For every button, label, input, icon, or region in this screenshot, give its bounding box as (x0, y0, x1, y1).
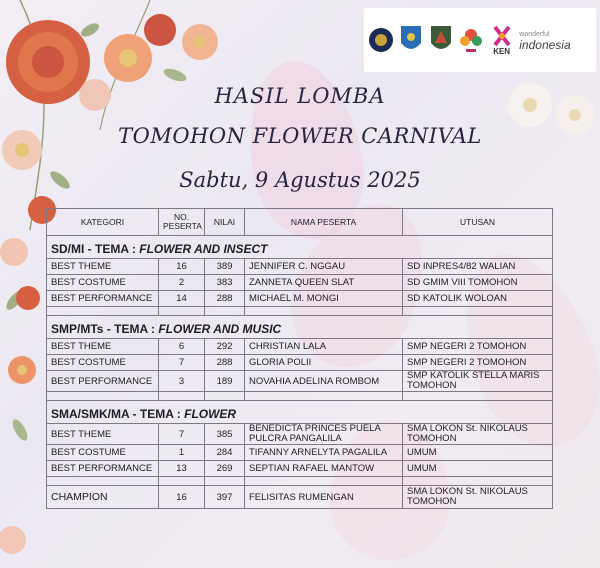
header-nilai: NILAI (205, 209, 245, 236)
cell-nama: SEPTIAN RAFAEL MANTOW (245, 461, 403, 477)
cell-utusan: SMA LOKON St. NIKOLAUS TOMOHON (403, 486, 553, 509)
cell-kategori: BEST THEME (47, 259, 159, 275)
cell-no: 2 (159, 275, 205, 291)
cell-nilai: 288 (205, 355, 245, 371)
table-row (47, 445, 553, 461)
cell-no: 7 (159, 355, 205, 371)
cell-kategori: BEST COSTUME (47, 275, 159, 291)
table-row (47, 424, 553, 445)
cell-kategori: BEST THEME (47, 424, 159, 445)
title-date: Sabtu, 9 Agustus 2025 (179, 168, 421, 192)
cell-kategori: BEST PERFORMANCE (47, 371, 159, 392)
cell-utusan: UMUM (403, 445, 553, 461)
section-level: SD/MI (51, 242, 85, 256)
cell-kategori: BEST PERFORMANCE (47, 291, 159, 307)
cell-utusan: SD KATOLIK WOLOAN (403, 291, 553, 307)
cell-nilai: 383 (205, 275, 245, 291)
cell-no: 7 (159, 424, 205, 445)
cell-nama: BENEDICTA PRINCES PUELA PULCRA PANGALILA (245, 424, 403, 445)
cell-utusan: SD GMIM VIII TOMOHON (403, 275, 553, 291)
sponsor-logos (364, 8, 596, 72)
cell-nilai: 389 (205, 259, 245, 275)
cell-nilai: 189 (205, 371, 245, 392)
header-no-peserta: NO. PESERTA (159, 209, 205, 236)
cell-nilai: 385 (205, 424, 245, 445)
indonesia-label: indonesia (519, 38, 571, 52)
cell-utusan: SMP NEGERI 2 TOMOHON (403, 339, 553, 355)
cell-utusan: SMP NEGERI 2 TOMOHON (403, 355, 553, 371)
cell-no: 6 (159, 339, 205, 355)
cell-kategori: BEST COSTUME (47, 445, 159, 461)
section-header-sma (47, 401, 553, 424)
spacer-row (47, 477, 553, 486)
spacer-row (47, 392, 553, 401)
cell-nilai: 284 (205, 445, 245, 461)
title-line-1: HASIL LOMBA (214, 84, 386, 108)
cell-nama: MICHAEL M. MONGI (245, 291, 403, 307)
section-tema: FLOWER AND MUSIC (158, 322, 282, 336)
cell-utusan: SD INPRES4/82 WALIAN (403, 259, 553, 275)
cell-nama: TIFANNY ARNELYTA PAGALILA (245, 445, 403, 461)
section-header-smp (47, 316, 553, 339)
cell-no: 14 (159, 291, 205, 307)
logo-flower-festival (458, 20, 484, 60)
cell-nama: GLORIA POLII (245, 355, 403, 371)
cell-nilai: 269 (205, 461, 245, 477)
cell-no: 3 (159, 371, 205, 392)
cell-no: 1 (159, 445, 205, 461)
cell-kategori: BEST THEME (47, 339, 159, 355)
cell-nama: FELISITAS RUMENGAN (245, 486, 403, 509)
champion-row (47, 486, 553, 509)
logo-ministry-seal (368, 20, 394, 60)
table-row (47, 461, 553, 477)
cell-nama: JENNIFER C. NGGAU (245, 259, 403, 275)
logo-ken (488, 20, 515, 60)
logo-province-shield (398, 20, 424, 60)
logo-city-shield (428, 20, 454, 60)
cell-nama: NOVAHIA ADELINA ROMBOM (245, 371, 403, 392)
cell-nilai: 288 (205, 291, 245, 307)
cell-utusan: SMP KATOLIK STELLA MARIS TOMOHON (403, 371, 553, 392)
header-nama-peserta: NAMA PESERTA (245, 209, 403, 236)
table-header-row (47, 209, 553, 236)
section-header-sd (47, 236, 553, 259)
table-row (47, 371, 553, 392)
results-table (46, 208, 553, 509)
section-level: SMA/SMK/MA (51, 407, 130, 421)
cell-nama: CHRISTIAN LALA (245, 339, 403, 355)
title-line-2: TOMOHON FLOWER CARNIVAL (118, 124, 482, 148)
section-tema: FLOWER AND INSECT (139, 242, 268, 256)
logo-wonderful-indonesia (519, 20, 592, 60)
cell-no: 13 (159, 461, 205, 477)
cell-nama: ZANNETA QUEEN SLAT (245, 275, 403, 291)
section-tema-prefix: - TEMA : (84, 242, 140, 256)
cell-no: 16 (159, 486, 205, 509)
table-row (47, 275, 553, 291)
section-level: SMP/MTs (51, 322, 104, 336)
section-tema: FLOWER (184, 407, 237, 421)
header-kategori: KATEGORI (47, 209, 159, 236)
cell-kategori: BEST COSTUME (47, 355, 159, 371)
ken-label: KEN (493, 46, 511, 56)
cell-utusan: UMUM (403, 461, 553, 477)
cell-nilai: 292 (205, 339, 245, 355)
table-row (47, 259, 553, 275)
table-row (47, 291, 553, 307)
cell-kategori: CHAMPION (47, 486, 159, 509)
cell-kategori: BEST PERFORMANCE (47, 461, 159, 477)
section-tema-prefix: - TEMA : (103, 322, 159, 336)
header-utusan: UTUSAN (403, 209, 553, 236)
section-tema-prefix: - TEMA : (129, 407, 185, 421)
cell-utusan: SMA LOKON St. NIKOLAUS TOMOHON (403, 424, 553, 445)
table-row (47, 355, 553, 371)
cell-nilai: 397 (205, 486, 245, 509)
cell-no: 16 (159, 259, 205, 275)
spacer-row (47, 307, 553, 316)
table-row (47, 339, 553, 355)
wonderful-label: wonderful (519, 31, 550, 38)
